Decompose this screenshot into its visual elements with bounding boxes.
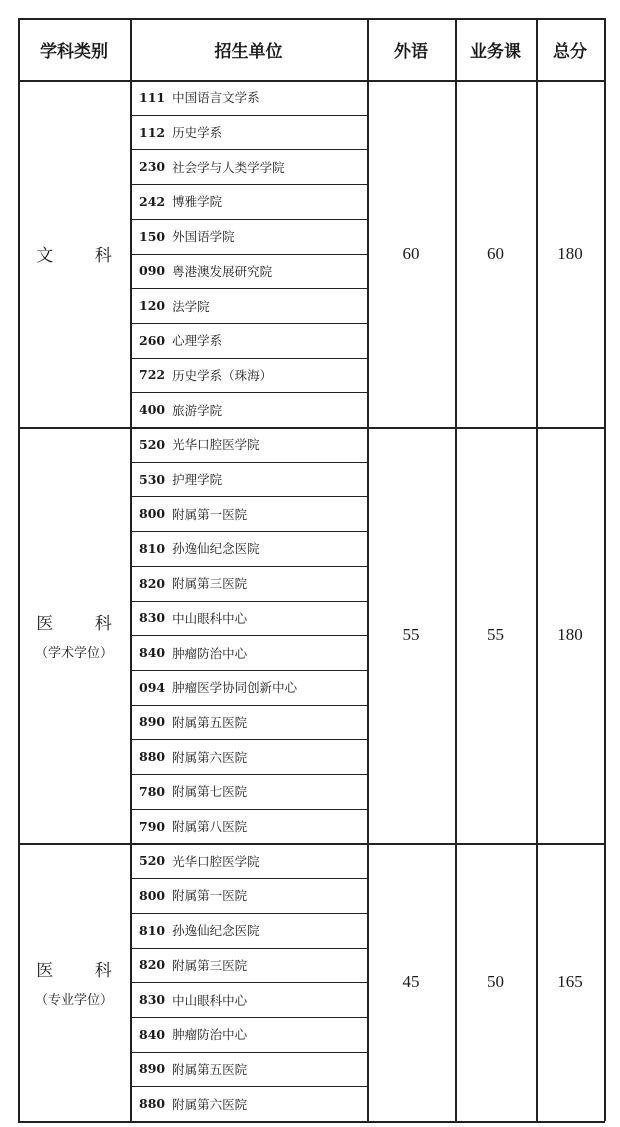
category-subtitle: （专业学位） (34, 993, 113, 1009)
row-divider (130, 1086, 367, 1087)
unit-code: 520 (139, 436, 166, 452)
unit-row (130, 982, 367, 1017)
table-side-border (604, 18, 606, 1121)
header-major: 业务课 (470, 41, 521, 62)
unit-name: 历史学系（珠海） (172, 367, 273, 383)
row-divider (130, 982, 367, 983)
unit-code: 820 (139, 957, 166, 973)
score-major: 60 (487, 243, 504, 263)
unit-code: 530 (139, 471, 166, 487)
unit-code: 830 (139, 610, 166, 626)
unit-row (130, 323, 367, 358)
unit-row (130, 878, 367, 913)
unit-row (130, 392, 367, 427)
unit-name: 心理学系 (172, 333, 223, 349)
unit-name: 中山眼科中心 (172, 992, 248, 1008)
column-divider (455, 18, 457, 1121)
score-major: 50 (487, 972, 504, 992)
category-name: 医 科 (36, 961, 130, 982)
unit-row (130, 80, 367, 115)
header-foreign: 外语 (394, 41, 428, 62)
unit-name: 肿瘤医学协同创新中心 (172, 680, 298, 696)
unit-name: 附属第一医院 (172, 506, 248, 522)
table-bottom-border (18, 1121, 605, 1123)
row-divider (130, 566, 367, 567)
category-subtitle: （学术学位） (34, 646, 113, 662)
unit-name: 中山眼科中心 (172, 610, 248, 626)
unit-row (130, 739, 367, 774)
unit-code: 800 (139, 506, 166, 522)
unit-name: 附属第六医院 (172, 1096, 248, 1112)
unit-name: 肿瘤防治中心 (172, 645, 248, 661)
header-unit: 招生单位 (214, 41, 283, 62)
unit-code: 880 (139, 749, 166, 765)
score-total: 180 (557, 625, 583, 645)
score-foreign: 45 (402, 972, 420, 992)
row-divider (130, 184, 367, 185)
score-total: 180 (557, 243, 583, 263)
row-divider (130, 531, 367, 532)
row-divider (130, 149, 367, 150)
unit-row (130, 496, 367, 531)
unit-name: 法学院 (172, 298, 210, 314)
unit-code: 840 (139, 1026, 166, 1042)
unit-code: 790 (139, 818, 166, 834)
column-divider (130, 18, 132, 1121)
score-table (18, 18, 604, 1118)
unit-name: 附属第一医院 (172, 888, 248, 904)
unit-name: 光华口腔医学院 (172, 853, 260, 869)
unit-code: 830 (139, 992, 166, 1008)
row-divider (130, 948, 367, 949)
unit-code: 722 (139, 367, 166, 383)
row-divider (130, 878, 367, 879)
unit-name: 博雅学院 (172, 194, 223, 210)
unit-code: 880 (139, 1096, 166, 1112)
unit-code: 094 (139, 679, 166, 695)
column-divider (367, 18, 369, 1121)
unit-name: 附属第五医院 (172, 714, 248, 730)
row-divider (130, 739, 367, 740)
unit-row (130, 809, 367, 844)
unit-name: 社会学与人类学学院 (172, 159, 285, 175)
row-divider (130, 670, 367, 671)
unit-code: 810 (139, 922, 166, 938)
unit-row (130, 705, 367, 740)
unit-row (130, 288, 367, 323)
row-divider (130, 288, 367, 289)
score-total: 165 (557, 972, 583, 992)
unit-code: 800 (139, 887, 166, 903)
score-major: 55 (487, 625, 504, 645)
unit-row (130, 462, 367, 497)
row-divider (130, 1017, 367, 1018)
unit-name: 护理学院 (172, 472, 223, 488)
unit-row (130, 774, 367, 809)
row-divider (130, 809, 367, 810)
score-foreign: 55 (402, 625, 420, 645)
score-foreign: 60 (402, 243, 420, 263)
row-divider (130, 115, 367, 116)
category-name: 文 科 (36, 246, 130, 266)
unit-row (130, 913, 367, 948)
column-divider (536, 18, 538, 1121)
category-cell (18, 843, 130, 1121)
unit-code: 890 (139, 714, 166, 730)
unit-code: 780 (139, 783, 166, 799)
unit-row (130, 601, 367, 636)
unit-row (130, 184, 367, 219)
unit-row (130, 670, 367, 705)
unit-name: 孙逸仙纪念医院 (172, 923, 260, 939)
unit-name: 附属第三医院 (172, 576, 248, 592)
unit-row (130, 254, 367, 289)
group-divider (18, 427, 604, 429)
unit-row (130, 566, 367, 601)
header-category: 学科类别 (40, 41, 108, 62)
unit-name: 光华口腔医学院 (172, 437, 260, 453)
unit-name: 旅游学院 (172, 402, 223, 418)
unit-name: 外国语学院 (172, 229, 235, 245)
unit-name: 肿瘤防治中心 (172, 1027, 248, 1043)
unit-row (130, 1086, 367, 1121)
row-divider (130, 462, 367, 463)
header-divider (18, 80, 604, 82)
unit-row (130, 358, 367, 393)
row-divider (130, 601, 367, 602)
unit-code: 820 (139, 575, 166, 591)
row-divider (130, 323, 367, 324)
unit-row (130, 219, 367, 254)
unit-row (130, 531, 367, 566)
unit-code: 890 (139, 1061, 166, 1077)
row-divider (130, 496, 367, 497)
category-cell (18, 80, 130, 427)
row-divider (130, 392, 367, 393)
unit-name: 历史学系 (172, 125, 223, 141)
row-divider (130, 913, 367, 914)
unit-code: 840 (139, 645, 166, 661)
row-divider (130, 1052, 367, 1053)
unit-row (130, 635, 367, 670)
row-divider (130, 705, 367, 706)
row-divider (130, 254, 367, 255)
unit-code: 112 (139, 124, 166, 140)
unit-code: 260 (139, 332, 166, 348)
unit-code: 242 (139, 193, 166, 209)
unit-code: 090 (139, 263, 166, 279)
row-divider (130, 219, 367, 220)
unit-name: 附属第七医院 (172, 784, 248, 800)
unit-row (130, 1017, 367, 1052)
unit-code: 400 (139, 402, 166, 418)
table-side-border (18, 18, 20, 1121)
category-name: 医 科 (36, 614, 130, 635)
row-divider (130, 774, 367, 775)
category-cell (18, 427, 130, 843)
unit-name: 粤港澳发展研究院 (172, 263, 273, 279)
unit-name: 附属第五医院 (172, 1061, 248, 1077)
unit-code: 520 (139, 853, 166, 869)
unit-code: 111 (139, 89, 166, 105)
unit-name: 中国语言文学系 (172, 90, 260, 106)
unit-row (130, 427, 367, 462)
unit-name: 附属第六医院 (172, 749, 248, 765)
unit-row (130, 843, 367, 878)
unit-code: 810 (139, 540, 166, 556)
unit-code: 150 (139, 228, 166, 244)
unit-row (130, 1052, 367, 1087)
header-total: 总分 (553, 41, 587, 62)
unit-name: 孙逸仙纪念医院 (172, 541, 260, 557)
unit-name: 附属第三医院 (172, 957, 248, 973)
unit-row (130, 948, 367, 983)
table-top-border (18, 18, 604, 20)
unit-name: 附属第八医院 (172, 819, 248, 835)
unit-code: 120 (139, 298, 166, 314)
unit-row (130, 149, 367, 184)
unit-code: 230 (139, 159, 166, 175)
group-divider (18, 843, 604, 845)
unit-row (130, 115, 367, 150)
row-divider (130, 358, 367, 359)
row-divider (130, 635, 367, 636)
